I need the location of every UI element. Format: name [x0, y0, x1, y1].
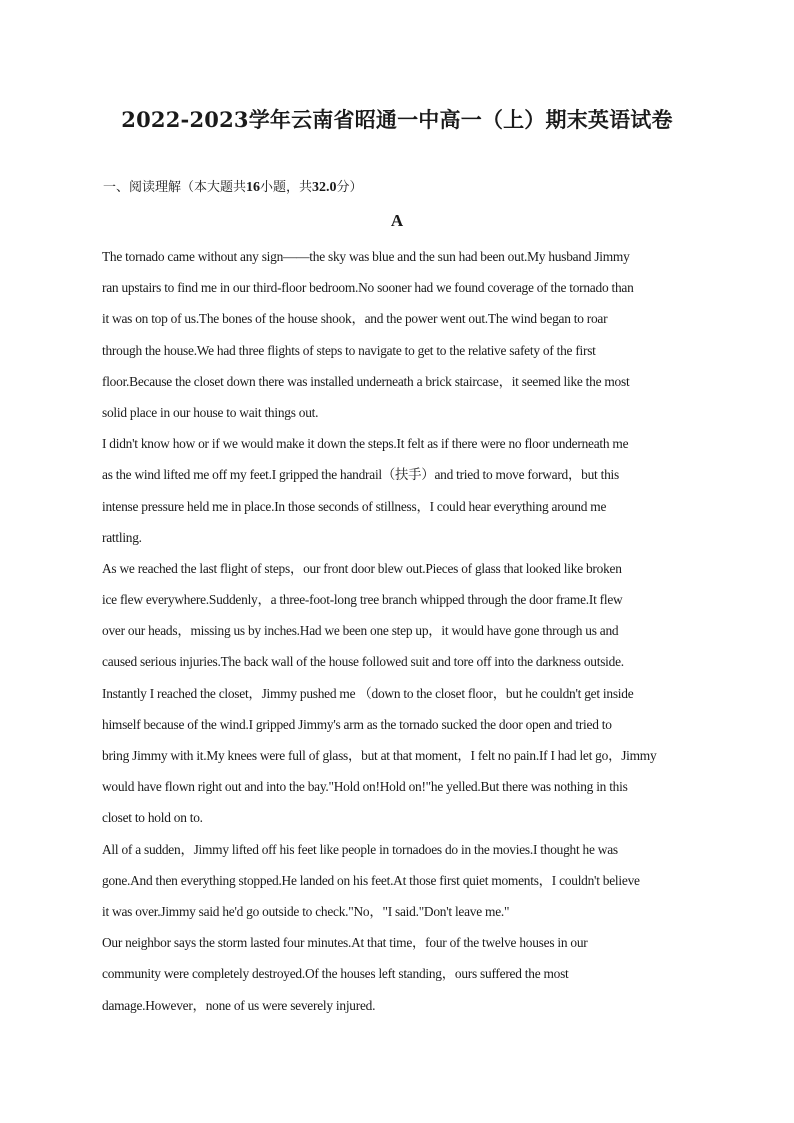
passage-line: it was over.Jimmy said he'd go outside to check."No，"I said."Don't leave me." [102, 903, 510, 919]
total-score: 32.0 [312, 180, 337, 195]
section-heading [103, 176, 363, 196]
section-middle: 小题，共 [260, 180, 313, 195]
passage-line: I didn't know how or if we would make it down the steps.It felt as if there were no floor underneath me [102, 436, 629, 452]
passage-line: bring Jimmy with it.My knees were full of glass，but at that moment，I felt no pain.If I had let go，Jimmy [102, 748, 657, 763]
passage-label: A [390, 211, 404, 230]
passage-line: solid place in our house to wait things out. [102, 404, 319, 420]
passage-line: as the wind lifted me off my feet.I gripped the handrail（扶手）and tried to move forward，but this [102, 467, 619, 483]
section-suffix: 分） [336, 180, 363, 195]
passage-line: through the house.We had three flights of steps to navigate to get to the relative safety of the first [102, 342, 596, 358]
passage-line: ran upstairs to find me in our third-floor bedroom.No sooner had we found coverage of the tornado than [102, 280, 634, 296]
passage-line: gone.And then everything stopped.He landed on his feet.At those first quiet moments，I couldn't believe [102, 872, 640, 888]
passage-line: Instantly I reached the closet，Jimmy pushed me （down to the closet floor，but he couldn't get inside [102, 685, 634, 701]
passage-line: would have flown right out and into the bay."Hold on!Hold on!"he yelled.But there was nothing in this [102, 779, 628, 795]
passage-line: closet to hold on to. [102, 810, 203, 826]
passage-line: damage.However，none of us were severely injured. [102, 997, 376, 1013]
section-prefix: 一、阅读理解（本大题共 [103, 180, 247, 195]
passage-line: The tornado came without any sign——the sky was blue and the sun had been out.My husband Jimmy [102, 249, 630, 264]
page-title: 2022-2023学年云南省昭通一中高一（上）期末英语试卷 [121, 107, 673, 132]
passage-line: ice flew everywhere.Suddenly，a three-foot-long tree branch whipped through the door frame.It flew [102, 592, 623, 608]
passage-line: Our neighbor says the storm lasted four minutes.At that time，four of the twelve houses in our [102, 935, 588, 951]
passage-line: floor.Because the closet down there was installed underneath a brick staircase，it seemed like the most [102, 373, 630, 389]
passage-line: it was on top of us.The bones of the house shook，and the power went out.The wind began to roar [102, 311, 608, 327]
passage-line: As we reached the last flight of steps，our front door blew out.Pieces of glass that looked like broken [102, 560, 622, 576]
passage-line: rattling. [102, 529, 142, 545]
passage-line: himself because of the wind.I gripped Jimmy's arm as the tornado sucked the door open and tried to [102, 716, 612, 732]
passage-line: caused serious injuries.The back wall of the house followed suit and tore off into the darkness outside. [102, 654, 624, 670]
passage-line: over our heads，missing us by inches.Had we been one step up，it would have gone through us and [102, 623, 619, 639]
passage-line: community were completely destroyed.Of the houses left standing，ours suffered the most [102, 966, 569, 982]
passage-line: intense pressure held me in place.In those seconds of stillness，I could hear everything around me [102, 498, 607, 514]
passage-line: All of a sudden，Jimmy lifted off his feet like people in tornadoes do in the movies.I thought he was [102, 841, 618, 857]
passage-body [102, 246, 694, 1026]
question-count: 16 [246, 180, 261, 195]
